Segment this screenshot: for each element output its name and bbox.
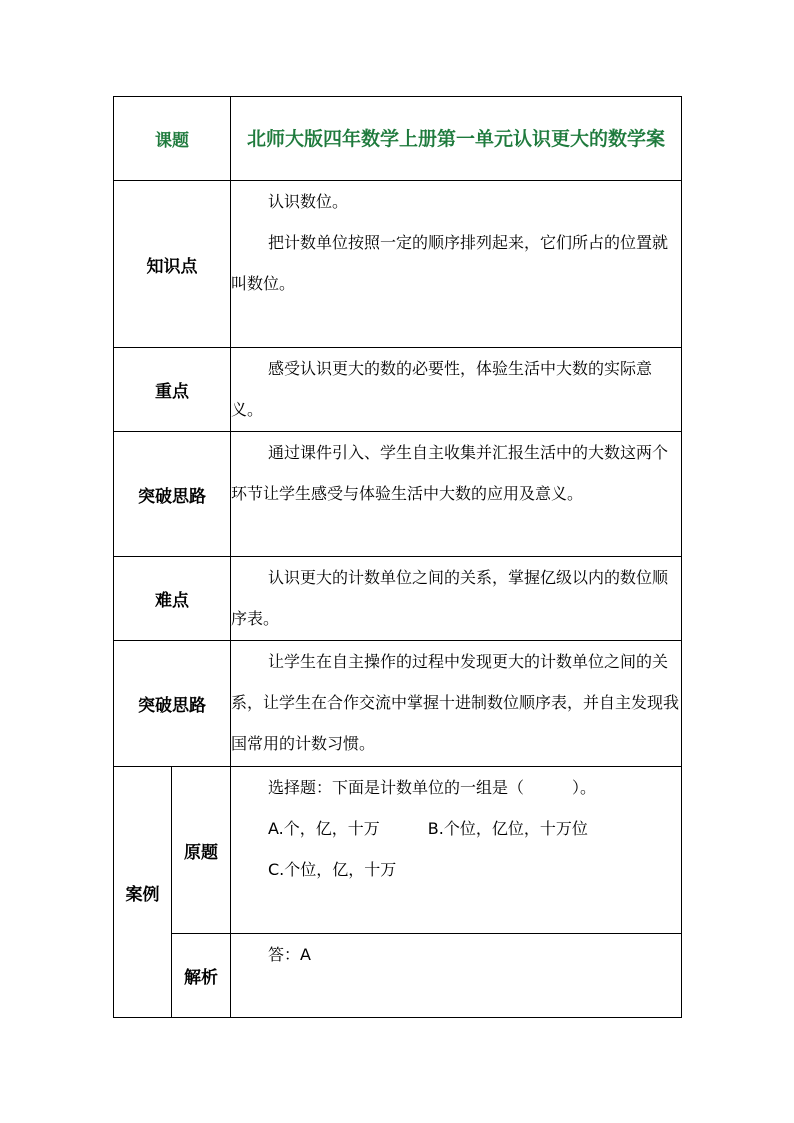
difficulty-content: [231, 557, 682, 641]
approach-content-1: [231, 432, 682, 557]
knowledge-paragraph-1: 认识数位。: [268, 192, 349, 211]
lesson-plan-table: [113, 96, 682, 1018]
difficulty-text: 认识更大的计数单位之间的关系，掌握亿级以内的数位顺序表。: [231, 568, 669, 628]
approach-content-2: [231, 641, 682, 767]
key-point-content: [231, 348, 682, 432]
question-text: 选择题：下面是计数单位的一组是（ ）。: [268, 778, 597, 797]
approach-label-2: 突破思路: [114, 641, 231, 767]
approach-text-2: 让学生在自主操作的过程中发现更大的计数单位之间的关系，让学生在合作交流中掌握十进制数位顺序表，并自主发现我国常用的计数习惯。: [231, 652, 680, 753]
analysis-content: [231, 934, 682, 1018]
analysis-label: 解析: [172, 934, 231, 1018]
approach-row-2: [114, 641, 682, 767]
original-question-label: 原题: [172, 767, 231, 934]
option-a: A.个，亿，十万: [268, 819, 380, 838]
topic-label: 课题: [114, 97, 231, 181]
option-b: B.个位，亿位，十万位: [427, 819, 588, 838]
knowledge-content: [231, 181, 682, 348]
original-question-row: [114, 767, 682, 934]
original-question-content: [231, 767, 682, 934]
knowledge-paragraph-2: 把计数单位按照一定的顺序排列起来，它们所占的位置就叫数位。: [231, 233, 669, 293]
options-line-1: [231, 808, 681, 849]
knowledge-row: [114, 181, 682, 348]
difficulty-row: [114, 557, 682, 641]
option-c: C.个位，亿，十万: [268, 860, 397, 879]
approach-label-1: 突破思路: [114, 432, 231, 557]
key-point-label: 重点: [114, 348, 231, 432]
difficulty-label: 难点: [114, 557, 231, 641]
knowledge-label: 知识点: [114, 181, 231, 348]
key-point-row: [114, 348, 682, 432]
topic-row: [114, 97, 682, 181]
approach-row-1: [114, 432, 682, 557]
topic-title: 北师大版四年数学上册第一单元认识更大的数学案: [231, 97, 682, 181]
analysis-row: [114, 934, 682, 1018]
approach-text-1: 通过课件引入、学生自主收集并汇报生活中的大数这两个环节让学生感受与体验生活中大数的应用及意义。: [231, 443, 669, 503]
case-label: 案例: [114, 767, 172, 1018]
answer-text: 答：A: [268, 945, 311, 964]
key-point-text: 感受认识更大的数的必要性，体验生活中大数的实际意义。: [231, 359, 653, 419]
options-line-2: [231, 849, 681, 890]
